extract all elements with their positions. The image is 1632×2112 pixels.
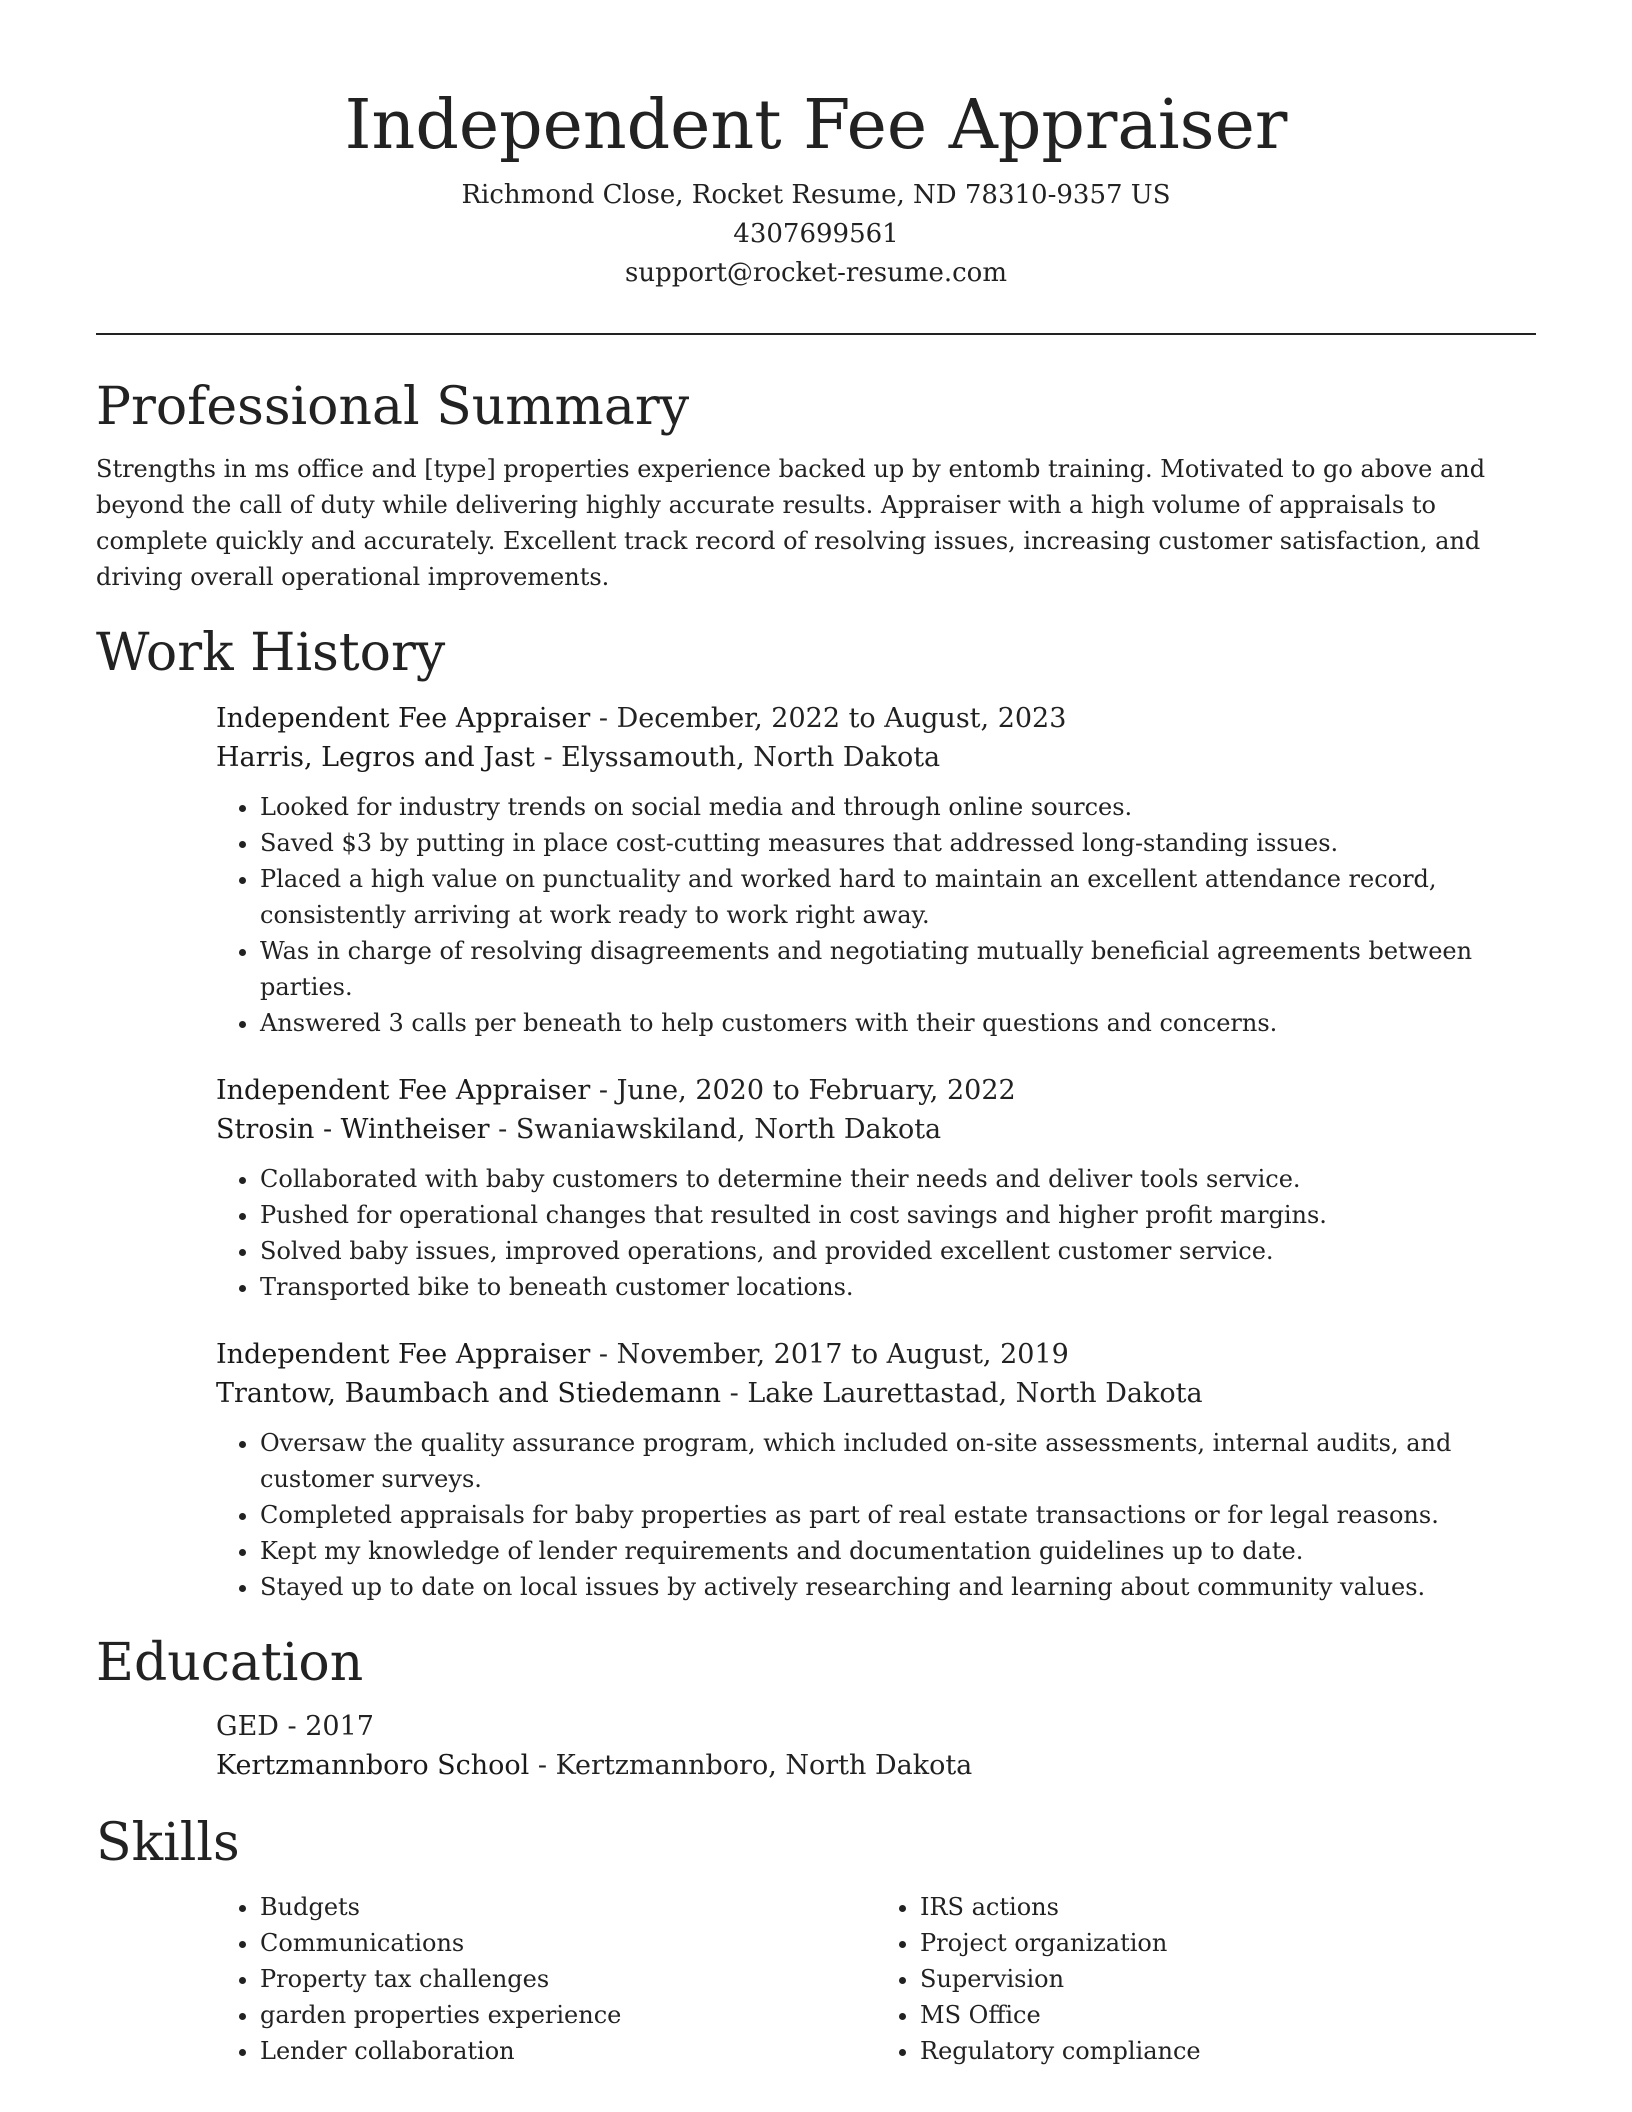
work-history-section (96, 617, 1536, 1605)
summary-text: Strengths in ms office and [type] properties experience backed up by entomb training. Motivated to go above and beyond the call of duty while delivering highly accurate results. Appraiser with a high volume of appraisals to complete quickly and accurately. Excellent track record of resolving issues, increasing customer satisfaction, and driving overall operational improvements. (96, 455, 1486, 591)
summary-section (96, 371, 1536, 595)
list-item: • Completed appraisals for baby properties as part of real estate transactions or for legal reasons. (260, 1497, 1536, 1533)
summary-heading: Professional Summary (96, 377, 690, 437)
job-bullets (216, 789, 1536, 1041)
list-item: • Communications (260, 1925, 876, 1961)
work-history-heading: Work History (96, 623, 446, 683)
skills-list-right (876, 1889, 1536, 2069)
skills-section (96, 1807, 1536, 2069)
skills-list-left (216, 1889, 876, 2069)
job-title-line (216, 1071, 1536, 1110)
education-section (96, 1627, 1536, 1785)
contact-email: support@rocket-resume.com (624, 258, 1007, 288)
list-item: • Supervision (920, 1961, 1536, 1997)
education-school: Kertzmannboro School (216, 1750, 530, 1781)
job-title-line (216, 699, 1536, 738)
job-employer: Trantow, Baumbach and Stiedemann (216, 1378, 722, 1409)
list-item: • Property tax challenges (260, 1961, 876, 1997)
list-item: • Lender collaboration (260, 2033, 876, 2069)
job-dates: - June, 2020 to February, 2022 (590, 1075, 1016, 1106)
list-item: • Answered 3 calls per beneath to help customers with their questions and concerns. (260, 1005, 1536, 1041)
contact-address: Richmond Close, Rocket Resume, ND 78310-9357 US (461, 180, 1171, 210)
education-degree-line (216, 1707, 1536, 1746)
list-item: • Looked for industry trends on social media and through online sources. (260, 789, 1536, 825)
job-entry (216, 1071, 1536, 1305)
list-item: • Oversaw the quality assurance program, which included on-site assessments, internal audits, and customer surveys. (260, 1425, 1536, 1497)
list-item: • Collaborated with baby customers to determine their needs and deliver tools service. (260, 1161, 1536, 1197)
job-entry (216, 1335, 1536, 1605)
resume-header (96, 0, 1536, 293)
list-item: • Project organization (920, 1925, 1536, 1961)
contact-block (96, 176, 1536, 293)
list-item: • Placed a high value on punctuality and worked hard to maintain an excellent attendance record, consistently arriving at work ready to work right away. (260, 861, 1536, 933)
education-degree: GED (216, 1711, 279, 1742)
list-item: • IRS actions (920, 1889, 1536, 1925)
skills-heading: Skills (96, 1813, 240, 1873)
education-heading: Education (96, 1633, 364, 1693)
list-item: • garden properties experience (260, 1997, 876, 2033)
education-year: - 2017 (278, 1711, 374, 1742)
list-item: • Kept my knowledge of lender requirements and documentation guidelines up to date. (260, 1533, 1536, 1569)
job-dates: - November, 2017 to August, 2019 (590, 1339, 1069, 1370)
job-employer-line (216, 1110, 1536, 1149)
education-entry (216, 1707, 1536, 1785)
job-location: - Lake Laurettastad, North Dakota (721, 1378, 1203, 1409)
list-item: • Stayed up to date on local issues by actively researching and learning about community values. (260, 1569, 1536, 1605)
job-employer: Strosin - Wintheiser (216, 1114, 490, 1145)
education-location: - Kertzmannboro, North Dakota (529, 1750, 973, 1781)
job-bullets (216, 1161, 1536, 1305)
job-title: Independent Fee Appraiser (216, 1339, 591, 1370)
list-item: • Transported bike to beneath customer locations. (260, 1269, 1536, 1305)
job-employer-line (216, 1374, 1536, 1413)
job-employer-line (216, 738, 1536, 777)
resume-page (96, 0, 1536, 2069)
candidate-name: Independent Fee Appraiser (344, 86, 1288, 165)
job-dates: - December, 2022 to August, 2023 (590, 703, 1067, 734)
job-title: Independent Fee Appraiser (216, 1075, 591, 1106)
header-divider (96, 333, 1536, 335)
job-entry (216, 699, 1536, 1041)
list-item: • MS Office (920, 1997, 1536, 2033)
job-title: Independent Fee Appraiser (216, 703, 591, 734)
list-item: • Pushed for operational changes that resulted in cost savings and higher profit margins. (260, 1197, 1536, 1233)
job-bullets (216, 1425, 1536, 1605)
job-location: - Elyssamouth, North Dakota (534, 742, 941, 773)
list-item: • Budgets (260, 1889, 876, 1925)
job-location: - Swaniawskiland, North Dakota (489, 1114, 942, 1145)
list-item: • Solved baby issues, improved operations, and provided excellent customer service. (260, 1233, 1536, 1269)
job-employer: Harris, Legros and Jast (216, 742, 535, 773)
skills-columns (216, 1879, 1536, 2069)
contact-phone: 4307699561 (733, 219, 899, 249)
list-item: • Saved $3 by putting in place cost-cutting measures that addressed long-standing issues. (260, 825, 1536, 861)
list-item: • Was in charge of resolving disagreements and negotiating mutually beneficial agreements between parties. (260, 933, 1536, 1005)
job-title-line (216, 1335, 1536, 1374)
education-school-line (216, 1746, 1536, 1785)
list-item: • Regulatory compliance (920, 2033, 1536, 2069)
